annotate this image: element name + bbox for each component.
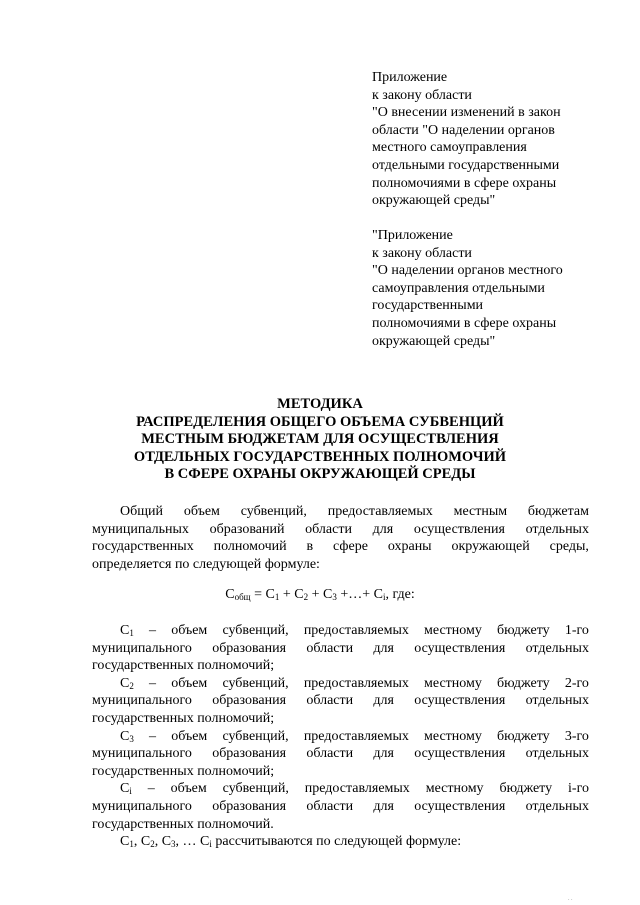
word: муниципальных <box>92 521 189 537</box>
symbol: $С_2$ <box>120 675 134 691</box>
title-line: РАСПРЕДЕЛЕНИЯ ОБЩЕГО ОБЪЕМА СУБВЕНЦИЙ <box>136 413 504 430</box>
intro-line-3 <box>92 538 589 556</box>
annex-line: местного самоуправления <box>372 140 527 156</box>
closing-line: $С_1$, $С_2$, $С_3$, … $С_i$ рассчитываются по следующей формуле: <box>120 834 462 850</box>
annex-line: отдельными государственными <box>372 157 560 173</box>
footer-mark: . . <box>568 896 573 902</box>
annex-line: к закону области <box>372 87 472 103</box>
title-line: МЕСТНЫМ БЮДЖЕТАМ ДЛЯ ОСУЩЕСТВЛЕНИЯ <box>141 431 499 448</box>
word: для <box>372 521 394 537</box>
definition-line: муниципального образования области для осуществления отдельных <box>92 746 589 762</box>
word: окружающей <box>451 539 530 555</box>
definition-line: государственных полномочий; <box>92 763 275 779</box>
word: отдельных <box>525 521 589 537</box>
word: охраны <box>387 539 432 555</box>
word: в <box>306 539 314 555</box>
word: предоставляемых <box>327 504 433 519</box>
definition-line: $С_i$ – объем субвенций, предоставляемых местному бюджету i-го <box>120 781 589 797</box>
word: местным <box>453 504 508 519</box>
word: Общий <box>120 504 163 519</box>
word: осуществления <box>413 521 505 537</box>
intro-line-2 <box>92 521 589 539</box>
word: полномочий <box>213 539 287 555</box>
annex-line: полномочиями в сфере охраны <box>372 175 557 191</box>
annex-line: Приложение <box>372 70 448 85</box>
title-line: В СФЕРЕ ОХРАНЫ ОКРУЖАЮЩЕЙ СРЕДЫ <box>164 466 476 483</box>
intro-line-1 <box>92 503 589 521</box>
document-title <box>0 396 640 484</box>
word: образований <box>209 521 285 537</box>
word: государственных <box>92 539 194 555</box>
definition-line: $С_3$ – объем субвенций, предоставляемых местному бюджету 3-го <box>120 728 589 744</box>
definition-line: государственных полномочий; <box>92 658 275 674</box>
word: объем <box>183 504 220 519</box>
annex-line: области "О наделении органов <box>372 122 555 138</box>
annex-line: к закону области <box>372 245 472 261</box>
intro-line-4: определяется по следующей формуле: <box>92 556 320 572</box>
definitions-block <box>92 622 589 851</box>
symbol: $С_3$ <box>120 728 134 744</box>
annex-line: "Приложение <box>372 228 453 243</box>
annex-line: государственными <box>372 298 484 314</box>
title-line: ОТДЕЛЬНЫХ ГОСУДАРСТВЕННЫХ ПОЛНОМОЧИЙ <box>133 448 507 465</box>
symbol: $С_1$ <box>120 623 134 638</box>
definition-line: $С_1$ – объем субвенций, предоставляемых местному бюджету 1-го <box>120 623 589 638</box>
annex-line: "О наделении органов местного <box>372 263 563 279</box>
definition-line: муниципального образования области для осуществления отдельных <box>92 693 589 709</box>
annex-line: "О внесении изменений в закон <box>372 105 561 121</box>
annex-line: самоуправления отдельными <box>372 280 545 296</box>
definition-line: $С_2$ – объем субвенций, предоставляемых местному бюджету 2-го <box>120 675 589 691</box>
title-line: МЕТОДИКА <box>277 396 363 412</box>
formula-total: $С_{общ} = С_1 + С_2 + С_3$ +…+ $С_i$, где: <box>225 587 415 602</box>
definition-line: муниципального образования области для осуществления отдельных <box>92 798 589 814</box>
annex-line: окружающей среды" <box>372 333 496 349</box>
definition-line: государственных полномочий; <box>92 710 275 726</box>
word: субвенций, <box>240 504 307 519</box>
annex-line: полномочиями в сфере охраны <box>372 315 557 331</box>
annex-header-2 <box>372 227 597 350</box>
word: области <box>305 521 352 537</box>
intro-paragraph <box>92 503 589 573</box>
word: сфере <box>333 539 368 555</box>
word: бюджетам <box>527 504 589 519</box>
symbol: $С_i$ <box>120 781 132 797</box>
annex-header-1 <box>372 69 597 210</box>
definition-line: муниципального образования области для осуществления отдельных <box>92 640 589 656</box>
word: среды, <box>549 539 589 555</box>
definition-line: государственных полномочий. <box>92 816 274 832</box>
annex-line: окружающей среды" <box>372 193 496 209</box>
